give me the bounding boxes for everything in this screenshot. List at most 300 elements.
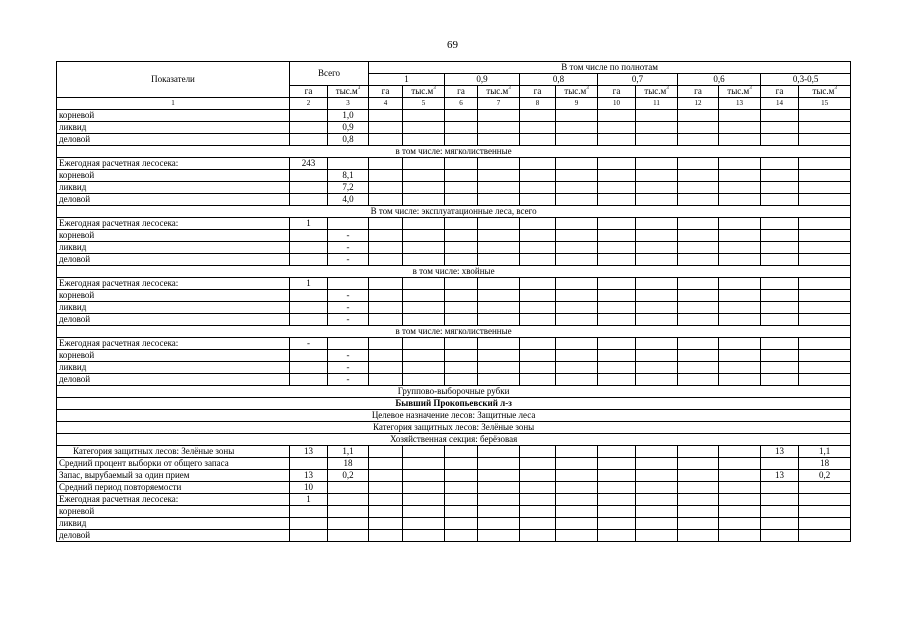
table-cell: [478, 218, 520, 230]
table-cell: [598, 218, 636, 230]
table-cell: -: [328, 362, 369, 374]
table-cell: [556, 134, 598, 146]
table-cell: 10: [290, 482, 328, 494]
table-cell: [369, 338, 403, 350]
table-cell: [636, 458, 678, 470]
table-cell: [636, 530, 678, 542]
table-cell: [636, 362, 678, 374]
table-cell: [799, 110, 851, 122]
table-cell: [598, 290, 636, 302]
column-number: 1: [57, 98, 290, 110]
table-cell: [761, 458, 799, 470]
table-cell: [719, 302, 761, 314]
table-cell: [478, 194, 520, 206]
table-cell: [520, 494, 556, 506]
table-cell: [678, 290, 719, 302]
table-cell: [636, 110, 678, 122]
table-cell: [520, 458, 556, 470]
table-cell: [598, 278, 636, 290]
table-cell: [719, 182, 761, 194]
table-cell: [636, 506, 678, 518]
table-cell: [403, 230, 445, 242]
table-row: [57, 446, 851, 458]
table-cell: [598, 170, 636, 182]
table-cell: [290, 170, 328, 182]
table-cell: [369, 290, 403, 302]
table-row: [57, 122, 851, 134]
table-cell: [799, 194, 851, 206]
table-cell: [761, 506, 799, 518]
table-cell: [636, 302, 678, 314]
table-cell: [369, 170, 403, 182]
table-cell: [520, 290, 556, 302]
table-cell: [556, 338, 598, 350]
table-cell: [598, 302, 636, 314]
column-number: 14: [761, 98, 799, 110]
table-cell: [761, 278, 799, 290]
table-cell: [478, 518, 520, 530]
table-cell: [556, 170, 598, 182]
table-cell: [678, 158, 719, 170]
table-cell: 13: [290, 446, 328, 458]
table-cell: [678, 446, 719, 458]
table-row: [57, 302, 851, 314]
unit-ha-label: га: [369, 86, 403, 98]
row-label: ликвид: [57, 518, 290, 530]
row-label: ликвид: [57, 122, 290, 134]
table-cell: [636, 446, 678, 458]
table-cell: [636, 482, 678, 494]
section-heading: Категория защитных лесов: Зелёные зоны: [57, 422, 851, 434]
table-cell: [598, 242, 636, 254]
table-cell: [445, 518, 478, 530]
table-body: [57, 110, 851, 542]
table-cell: [445, 278, 478, 290]
table-cell: [556, 362, 598, 374]
table-cell: 13: [761, 446, 799, 458]
table-cell: [290, 290, 328, 302]
table-cell: [598, 194, 636, 206]
table-cell: [799, 518, 851, 530]
table-cell: 18: [799, 458, 851, 470]
table-cell: -: [328, 350, 369, 362]
table-cell: [328, 278, 369, 290]
table-cell: [556, 254, 598, 266]
table-cell: [520, 374, 556, 386]
table-cell: [636, 350, 678, 362]
table-cell: [478, 290, 520, 302]
table-cell: [290, 230, 328, 242]
table-cell: [520, 134, 556, 146]
row-label: деловой: [57, 194, 290, 206]
table-cell: 1,1: [799, 446, 851, 458]
table-cell: [445, 470, 478, 482]
table-cell: [799, 182, 851, 194]
unit-volume-label: $тыс.м^3$: [799, 86, 851, 98]
table-cell: [403, 518, 445, 530]
table-cell: 4,0: [328, 194, 369, 206]
table-cell: [328, 218, 369, 230]
section-row: [57, 206, 851, 218]
unit-volume-label: $тыс.м^3$: [636, 86, 678, 98]
table-cell: [520, 530, 556, 542]
row-label: Ежегодная расчетная лесосека:: [57, 218, 290, 230]
table-cell: [478, 230, 520, 242]
table-cell: [556, 122, 598, 134]
table-cell: [445, 242, 478, 254]
table-cell: [403, 482, 445, 494]
table-cell: [556, 194, 598, 206]
table-cell: [556, 242, 598, 254]
table-cell: [403, 506, 445, 518]
table-cell: 7,2: [328, 182, 369, 194]
table-cell: [478, 530, 520, 542]
column-number: 15: [799, 98, 851, 110]
table-cell: [520, 338, 556, 350]
table-cell: [799, 170, 851, 182]
table-cell: [369, 278, 403, 290]
table-cell: [761, 254, 799, 266]
row-label: деловой: [57, 254, 290, 266]
table-cell: [761, 134, 799, 146]
unit-ha-label: га: [678, 86, 719, 98]
table-cell: [369, 230, 403, 242]
table-cell: [369, 134, 403, 146]
table-cell: [445, 158, 478, 170]
table-cell: [478, 446, 520, 458]
table-cell: [520, 446, 556, 458]
table-cell: [598, 374, 636, 386]
table-cell: [719, 242, 761, 254]
table-cell: [369, 482, 403, 494]
table-cell: -: [328, 254, 369, 266]
table-cell: [290, 110, 328, 122]
table-cell: [478, 458, 520, 470]
table-cell: [290, 254, 328, 266]
table-cell: [719, 170, 761, 182]
table-cell: [719, 518, 761, 530]
table-cell: -: [328, 314, 369, 326]
table-cell: [520, 518, 556, 530]
table-cell: [719, 122, 761, 134]
table-cell: [445, 194, 478, 206]
table-cell: [556, 518, 598, 530]
table-cell: [678, 374, 719, 386]
table-cell: [636, 518, 678, 530]
table-cell: [678, 134, 719, 146]
unit-ha-label: га: [445, 86, 478, 98]
table-cell: [799, 314, 851, 326]
page-number: 69: [447, 39, 458, 51]
table-cell: 1: [290, 218, 328, 230]
table-cell: [290, 518, 328, 530]
table-cell: [369, 530, 403, 542]
table-cell: [369, 158, 403, 170]
table-row: [57, 254, 851, 266]
table-cell: [598, 314, 636, 326]
table-cell: [369, 218, 403, 230]
table-row: [57, 170, 851, 182]
row-label: Средний период повторяемости: [57, 482, 290, 494]
table-cell: [799, 122, 851, 134]
table-cell: [598, 134, 636, 146]
table-cell: [678, 170, 719, 182]
section-row: [57, 266, 851, 278]
table-cell: [761, 158, 799, 170]
section-heading: Целевое назначение лесов: Защитные леса: [57, 410, 851, 422]
table-cell: [369, 506, 403, 518]
table-cell: [799, 506, 851, 518]
table-cell: 8,1: [328, 170, 369, 182]
table-cell: [445, 182, 478, 194]
table-cell: 13: [761, 470, 799, 482]
table-cell: [761, 182, 799, 194]
column-number: 7: [478, 98, 520, 110]
table-cell: [636, 494, 678, 506]
table-row: [57, 518, 851, 530]
table-cell: [719, 470, 761, 482]
table-cell: [799, 254, 851, 266]
table-cell: [636, 374, 678, 386]
row-label: деловой: [57, 314, 290, 326]
table-cell: [636, 290, 678, 302]
table-cell: [678, 122, 719, 134]
row-label: Ежегодная расчетная лесосека:: [57, 338, 290, 350]
table-cell: [445, 110, 478, 122]
row-label: Категория защитных лесов: Зелёные зоны: [57, 446, 290, 458]
table-cell: [445, 134, 478, 146]
table-cell: [445, 458, 478, 470]
row-label: Ежегодная расчетная лесосека:: [57, 494, 290, 506]
table-cell: [520, 230, 556, 242]
column-number: 5: [403, 98, 445, 110]
table-cell: [598, 506, 636, 518]
table-row: [57, 242, 851, 254]
table-cell: [799, 338, 851, 350]
by-density-header: В том числе по полнотам: [369, 62, 851, 74]
table-row: [57, 494, 851, 506]
column-number: 13: [719, 98, 761, 110]
table-cell: 0,2: [799, 470, 851, 482]
column-number: 11: [636, 98, 678, 110]
table-cell: [478, 182, 520, 194]
row-label: корневой: [57, 290, 290, 302]
table-cell: [520, 254, 556, 266]
table-cell: [556, 506, 598, 518]
table-cell: [556, 494, 598, 506]
table-cell: [719, 314, 761, 326]
table-cell: [445, 362, 478, 374]
table-cell: [761, 314, 799, 326]
table-cell: [556, 302, 598, 314]
table-cell: [403, 446, 445, 458]
unit-ha-label: га: [761, 86, 799, 98]
table-cell: [478, 314, 520, 326]
table-cell: [598, 230, 636, 242]
table-cell: [799, 218, 851, 230]
section-row: [57, 422, 851, 434]
table-cell: [369, 350, 403, 362]
density-header: 0,3-0,5: [761, 74, 851, 86]
table-cell: -: [328, 374, 369, 386]
table-cell: 18: [328, 458, 369, 470]
table-cell: [290, 362, 328, 374]
density-header: 1: [369, 74, 445, 86]
table-cell: [403, 218, 445, 230]
table-cell: [556, 278, 598, 290]
table-row: [57, 110, 851, 122]
table-cell: 243: [290, 158, 328, 170]
unit-volume-label: $тыс.м^3$: [478, 86, 520, 98]
row-label: Ежегодная расчетная лесосека:: [57, 278, 290, 290]
table-cell: [445, 374, 478, 386]
table-cell: [369, 314, 403, 326]
table-cell: [403, 338, 445, 350]
table-cell: [556, 350, 598, 362]
section-heading: в том числе: мягколиственные: [57, 146, 851, 158]
indicators-header: Показатели: [57, 62, 290, 98]
table-cell: [556, 458, 598, 470]
table-row: [57, 290, 851, 302]
table-cell: [598, 530, 636, 542]
table-cell: [761, 338, 799, 350]
table-cell: [290, 350, 328, 362]
table-cell: 1,1: [328, 446, 369, 458]
row-label: деловой: [57, 530, 290, 542]
table-cell: [556, 374, 598, 386]
section-heading: Группово-выборочные рубки: [57, 386, 851, 398]
row-label: Средний процент выборки от общего запаса: [57, 458, 290, 470]
table-cell: [520, 170, 556, 182]
table-cell: [719, 530, 761, 542]
table-cell: [445, 506, 478, 518]
row-label: ликвид: [57, 302, 290, 314]
row-label: корневой: [57, 170, 290, 182]
table-cell: [369, 110, 403, 122]
table-cell: [290, 122, 328, 134]
table-cell: [761, 302, 799, 314]
table-cell: [799, 278, 851, 290]
table-cell: [761, 230, 799, 242]
table-cell: [478, 494, 520, 506]
column-number: 2: [290, 98, 328, 110]
row-label: корневой: [57, 110, 290, 122]
column-number: 3: [328, 98, 369, 110]
table-cell: [369, 302, 403, 314]
density-header: 0,6: [678, 74, 761, 86]
table-cell: [678, 458, 719, 470]
table-cell: [761, 170, 799, 182]
table-row: [57, 158, 851, 170]
table-cell: [445, 338, 478, 350]
row-label: корневой: [57, 350, 290, 362]
unit-volume-label: $тыс.м^3$: [556, 86, 598, 98]
table-cell: [678, 482, 719, 494]
table-cell: [328, 518, 369, 530]
table-cell: [799, 242, 851, 254]
section-row: [57, 386, 851, 398]
table-cell: [598, 494, 636, 506]
table-cell: -: [328, 242, 369, 254]
table-cell: [799, 230, 851, 242]
table-cell: [520, 182, 556, 194]
table-cell: [598, 350, 636, 362]
table-cell: [520, 122, 556, 134]
table-row: [57, 458, 851, 470]
table-cell: [520, 278, 556, 290]
table-cell: [678, 530, 719, 542]
table-cell: [369, 470, 403, 482]
table-cell: [520, 242, 556, 254]
table-cell: [403, 302, 445, 314]
table-cell: [478, 350, 520, 362]
table-cell: [290, 314, 328, 326]
table-cell: [290, 458, 328, 470]
table-cell: [445, 254, 478, 266]
table-cell: [369, 122, 403, 134]
table-cell: [598, 110, 636, 122]
table-cell: [403, 242, 445, 254]
table-cell: [520, 350, 556, 362]
table-cell: [598, 338, 636, 350]
table-cell: [761, 530, 799, 542]
table-cell: [799, 362, 851, 374]
table-cell: [636, 134, 678, 146]
table-cell: [403, 194, 445, 206]
table-cell: [556, 158, 598, 170]
section-row: [57, 326, 851, 338]
table-cell: [598, 122, 636, 134]
table-cell: [445, 530, 478, 542]
table-row: [57, 530, 851, 542]
row-label: деловой: [57, 374, 290, 386]
table-cell: [369, 518, 403, 530]
table-cell: [636, 158, 678, 170]
table-cell: [761, 218, 799, 230]
table-cell: [678, 362, 719, 374]
table-cell: [678, 194, 719, 206]
table-cell: [799, 530, 851, 542]
table-cell: [598, 470, 636, 482]
table-cell: [719, 194, 761, 206]
table-cell: 13: [290, 470, 328, 482]
table-cell: [520, 110, 556, 122]
table-cell: [328, 506, 369, 518]
table-cell: [478, 134, 520, 146]
table-cell: [761, 494, 799, 506]
table-cell: [478, 482, 520, 494]
table-cell: [290, 194, 328, 206]
table-cell: [678, 314, 719, 326]
table-row: [57, 218, 851, 230]
table-cell: [520, 302, 556, 314]
table-cell: [478, 170, 520, 182]
table-cell: [445, 122, 478, 134]
table-cell: [556, 530, 598, 542]
table-cell: [799, 158, 851, 170]
table-cell: [445, 230, 478, 242]
table-cell: [328, 530, 369, 542]
table-cell: [328, 158, 369, 170]
table-cell: [799, 290, 851, 302]
unit-ha-label: га: [290, 86, 328, 98]
table-cell: [719, 218, 761, 230]
table-cell: [598, 482, 636, 494]
table-cell: [761, 362, 799, 374]
total-header: Всего: [290, 62, 369, 86]
table-cell: [719, 506, 761, 518]
table-row: [57, 506, 851, 518]
